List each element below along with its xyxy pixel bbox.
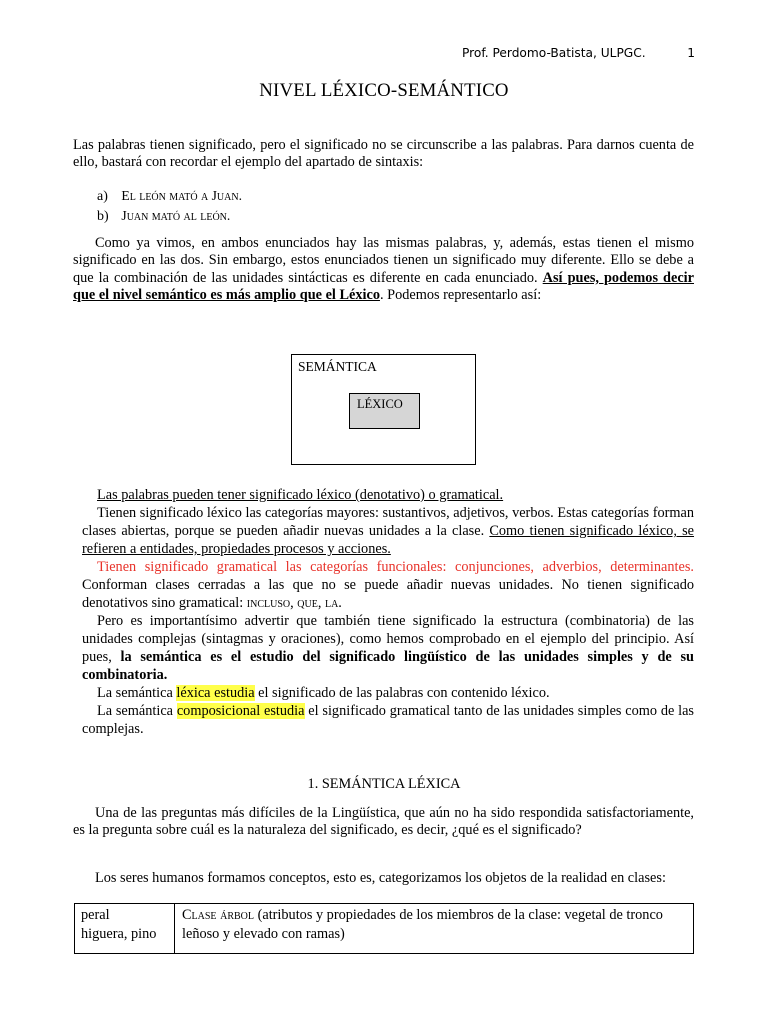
list-item-text: El león mató a Juan.: [121, 188, 242, 203]
diagram-inner-box: [349, 393, 420, 429]
p2-tail: . Podemos representarlo así:: [379, 287, 542, 304]
intro-paragraph: [73, 137, 694, 172]
semantics-diagram: [291, 354, 476, 465]
list-item-text: Juan mató al león.: [121, 208, 231, 223]
table-class-label: Clase árbol: [182, 907, 255, 923]
section-title: 1. SEMÁNTICA LÉXICA: [307, 776, 461, 792]
body-section: [82, 486, 694, 738]
section-paragraph-one: [73, 805, 694, 840]
p7-post: el significado de las palabras con contenido léxico.: [254, 685, 550, 701]
paragraph-structure: [82, 612, 694, 684]
s1-p2-text: Los seres humanos formamos conceptos, esto es, categorizamos los objetos de la realidad en clases:: [95, 870, 666, 886]
p7-highlight: léxica estudia: [176, 685, 255, 701]
table-description: (atributos y propiedades de los miembros de la clase: vegetal de tronco leñoso y elevado con ramas): [182, 907, 663, 942]
intro-text: Las palabras tienen significado, pero el significado no se circunscribe a las palabras. Para darnos cuenta de ello, bastará con recordar el ejemplo del apartado de sintaxis:: [73, 137, 694, 171]
table-cell-description: [175, 904, 693, 946]
table-cell-item: peral: [81, 907, 110, 923]
table-cell-examples: [75, 904, 175, 953]
paragraph-functional-categories: [82, 558, 694, 612]
section-paragraph-two: [73, 870, 694, 887]
paragraph-major-categories: [82, 504, 694, 558]
p2-text: Como ya vimos, en ambos enunciados hay las mismas palabras, y, además, estas tienen el mismo significado en las dos. Sin embargo, estos enunciados tienen un significado muy diferente. Ello se debe a que la combinación de las unidades sintácticas es diferente en cada enunciado.: [73, 235, 694, 286]
header-author: Prof. Perdomo-Batista, ULPGC.: [462, 46, 646, 60]
example-list: [97, 186, 242, 226]
p5-examples: incluso, que, la.: [246, 595, 342, 611]
s1-p1-text: Una de las preguntas más difíciles de la Lingüística, que aún no ha sido respondida satisfactoriamente, es la pregunta sobre cuál es la naturaleza del significado, es decir, ¿qué es el significado?: [73, 805, 694, 839]
p3-text: Las palabras pueden tener significado léxico (denotativo) o gramatical.: [97, 487, 504, 503]
paragraph-lexical-grammatical: [82, 486, 694, 504]
list-item-label: b): [97, 209, 109, 224]
diagram-outer-label: SEMÁNTICA: [298, 359, 377, 374]
document-title: NIVEL LÉXICO-SEMÁNTICO: [259, 80, 509, 101]
p4-text: Tienen significado léxico las categorías mayores: sustantivos, adjetivos, verbos. Estas categorías forman clases abiertas, porque se pueden añadir nuevas unidades a la clase.: [82, 505, 694, 539]
list-item: [97, 206, 242, 226]
paragraph-lexical-semantics: [82, 684, 694, 702]
list-item-label: a): [97, 189, 108, 204]
p8-pre: La semántica: [97, 703, 177, 719]
table-cell-item: higuera, pino: [81, 926, 157, 942]
p8-post: el significado gramatical tanto de las unidades simples como de las complejas.: [82, 703, 694, 737]
p6-text: Pero es importantísimo advertir que también tiene significado la estructura (combinatoria) de las unidades complejas (sintagmas y oraciones), como hemos comprobado en el ejemplo del principio. Así pues,: [82, 613, 694, 665]
p7-pre: La semántica: [97, 685, 177, 701]
class-table: [74, 903, 694, 954]
p6-bold: la semántica es el estudio del significado lingüístico de las unidades simples y de su combinatoria.: [82, 649, 694, 683]
paragraph-compositional-semantics: [82, 702, 694, 738]
paragraph-two: [73, 235, 694, 305]
list-item: [97, 186, 242, 206]
p8-highlight: composicional estudia: [176, 703, 305, 719]
p2-emphasis: Así pues, podemos decir que el nivel semántico es más amplio que el Léxico: [73, 269, 694, 304]
page-number: 1: [687, 46, 695, 60]
p5-red: Tienen significado gramatical las categorías funcionales: conjunciones, adverbios, determinantes.: [97, 559, 694, 575]
p4-underlined: Como tienen significado léxico, se refieren a entidades, propiedades procesos y acciones.: [82, 523, 695, 557]
diagram-inner-label: LÉXICO: [357, 397, 403, 411]
p5-text: Conforman clases cerradas a las que no se puede añadir nuevas unidades. No tienen significado denotativos sino gramatical:: [82, 577, 694, 611]
